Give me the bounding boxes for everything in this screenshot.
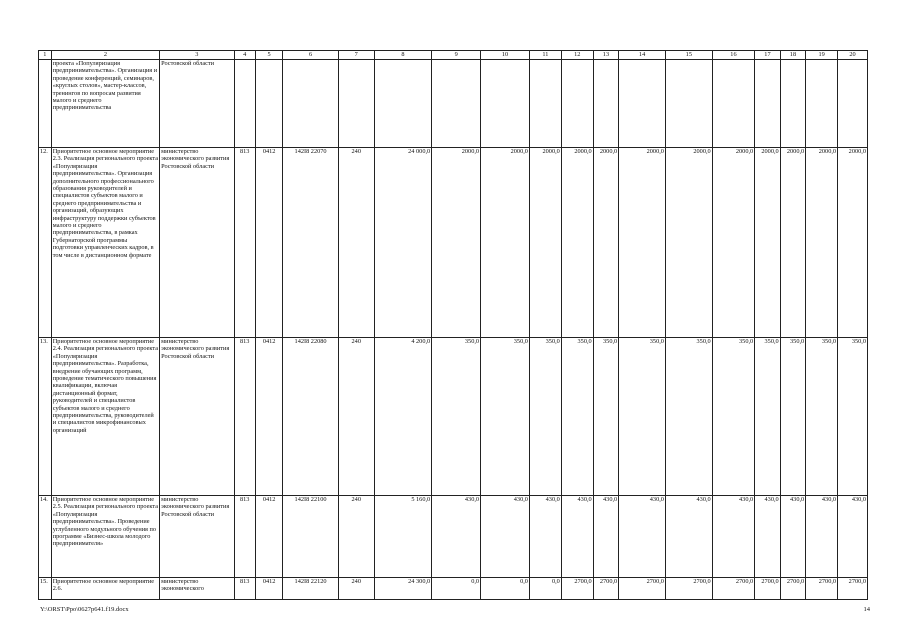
year-value-cell: 350,0 [593, 338, 619, 496]
column-number-16: 16 [712, 51, 755, 60]
year-value-cell [593, 60, 619, 148]
code-cell: 240 [338, 148, 374, 338]
year-value-cell: 350,0 [665, 338, 712, 496]
column-number-15: 15 [665, 51, 712, 60]
year-value-cell: 2700,0 [561, 578, 593, 600]
code-cell: 813 [234, 338, 255, 496]
year-value-cell: 350,0 [838, 338, 868, 496]
column-number-4: 4 [234, 51, 255, 60]
year-value-cell: 430,0 [780, 496, 806, 578]
code-cell: 240 [338, 496, 374, 578]
year-value-cell: 350,0 [481, 338, 530, 496]
code-cell [234, 60, 255, 148]
year-value-cell: 2700,0 [665, 578, 712, 600]
table-row [39, 60, 868, 148]
column-number-3: 3 [160, 51, 234, 60]
total-cell: 5 160,0 [374, 496, 431, 578]
table-row [39, 148, 868, 338]
code-cell [283, 60, 338, 148]
year-value-cell: 430,0 [806, 496, 838, 578]
column-number-19: 19 [806, 51, 838, 60]
table-row [39, 338, 868, 496]
activity-name: Приоритетное основное мероприятие 2.5. Реализация регионального проекта «Популяризация предпринимательства». Проведение углубленного модульного обучения по программе «Бизнес-школа молодого предпринимателя» [51, 496, 159, 578]
year-value-cell: 350,0 [432, 338, 481, 496]
file-path: Y:\ORST\Ppo\0627p641.f19.docx [40, 606, 129, 613]
year-value-cell: 430,0 [755, 496, 781, 578]
year-value-cell: 430,0 [712, 496, 755, 578]
year-value-cell: 2000,0 [481, 148, 530, 338]
year-value-cell: 2700,0 [806, 578, 838, 600]
column-number-9: 9 [432, 51, 481, 60]
year-value-cell: 2000,0 [593, 148, 619, 338]
code-cell: 142I8 22070 [283, 148, 338, 338]
program-table [38, 50, 868, 600]
year-value-cell: 2700,0 [838, 578, 868, 600]
code-cell [338, 60, 374, 148]
total-cell [374, 60, 431, 148]
year-value-cell: 350,0 [712, 338, 755, 496]
activity-name: Приоритетное основное мероприятие 2.6. [51, 578, 159, 600]
year-value-cell: 350,0 [806, 338, 838, 496]
year-value-cell: 2000,0 [529, 148, 561, 338]
year-value-cell [481, 60, 530, 148]
year-value-cell [529, 60, 561, 148]
row-number: 12. [39, 148, 52, 338]
column-number-12: 12 [561, 51, 593, 60]
year-value-cell: 2000,0 [665, 148, 712, 338]
year-value-cell: 430,0 [561, 496, 593, 578]
page-number: 14 [863, 606, 870, 613]
column-number-13: 13 [593, 51, 619, 60]
year-value-cell [838, 60, 868, 148]
year-value-cell: 2000,0 [561, 148, 593, 338]
year-value-cell: 430,0 [432, 496, 481, 578]
year-value-cell: 0,0 [432, 578, 481, 600]
total-cell: 24 300,0 [374, 578, 431, 600]
year-value-cell: 0,0 [481, 578, 530, 600]
year-value-cell: 430,0 [529, 496, 561, 578]
code-cell: 240 [338, 338, 374, 496]
year-value-cell: 2000,0 [806, 148, 838, 338]
total-cell: 24 000,0 [374, 148, 431, 338]
column-number-17: 17 [755, 51, 781, 60]
year-value-cell: 350,0 [619, 338, 666, 496]
year-value-cell: 430,0 [838, 496, 868, 578]
year-value-cell [712, 60, 755, 148]
executor-cell: министерство экономического развития Ростовской области [160, 148, 234, 338]
year-value-cell [432, 60, 481, 148]
column-number-5: 5 [255, 51, 283, 60]
code-cell: 142I8 22100 [283, 496, 338, 578]
column-number-10: 10 [481, 51, 530, 60]
column-number-8: 8 [374, 51, 431, 60]
total-cell: 4 200,0 [374, 338, 431, 496]
year-value-cell: 430,0 [619, 496, 666, 578]
year-value-cell: 2000,0 [838, 148, 868, 338]
executor-cell: министерство экономического развития Ростовской области [160, 496, 234, 578]
year-value-cell: 2700,0 [619, 578, 666, 600]
year-value-cell: 2000,0 [619, 148, 666, 338]
year-value-cell: 2000,0 [780, 148, 806, 338]
year-value-cell [665, 60, 712, 148]
code-cell: 813 [234, 496, 255, 578]
activity-name: Приоритетное основное мероприятие 2.3. Реализация регионального проекта «Популяризация предпринимательства». Организация дополнительного профессионального образования руководителей и специалистов субъектов малого и среднего предпринимательства и организаций, образующих инфраструктуру поддержки субъектов малого и среднего предпринимательства, в рамках Губернаторской программы подготовки управленческих кадров, в том числе в дистанционном формате [51, 148, 159, 338]
activity-name: Приоритетное основное мероприятие 2.4. Реализация регионального проекта «Популяризация предпринимательства». Разработка, внедрение обучающих программ, проведение тематического повышения квалификации, включая дистанционный формат, руководителей и специалистов субъектов малого и среднего предпринимательства, руководителей и специалистов микрофинансовых организаций [51, 338, 159, 496]
year-value-cell: 2700,0 [755, 578, 781, 600]
row-number: 13. [39, 338, 52, 496]
year-value-cell: 2000,0 [712, 148, 755, 338]
year-value-cell: 350,0 [529, 338, 561, 496]
executor-cell: министерство экономического [160, 578, 234, 600]
table-row [39, 578, 868, 600]
row-number: 15. [39, 578, 52, 600]
year-value-cell: 2700,0 [712, 578, 755, 600]
year-value-cell [780, 60, 806, 148]
year-value-cell: 350,0 [780, 338, 806, 496]
column-number-1: 1 [39, 51, 52, 60]
column-number-14: 14 [619, 51, 666, 60]
column-number-row [39, 51, 868, 60]
year-value-cell: 350,0 [755, 338, 781, 496]
row-number [39, 60, 52, 148]
column-number-18: 18 [780, 51, 806, 60]
code-cell: 0412 [255, 338, 283, 496]
year-value-cell [755, 60, 781, 148]
year-value-cell [619, 60, 666, 148]
column-number-7: 7 [338, 51, 374, 60]
code-cell: 813 [234, 148, 255, 338]
code-cell: 142I8 22120 [283, 578, 338, 600]
code-cell: 813 [234, 578, 255, 600]
column-number-2: 2 [51, 51, 159, 60]
code-cell: 0412 [255, 496, 283, 578]
column-number-11: 11 [529, 51, 561, 60]
table-row [39, 496, 868, 578]
executor-cell: министерство экономического развития Ростовской области [160, 338, 234, 496]
executor-cell: Ростовской области [160, 60, 234, 148]
year-value-cell: 2700,0 [780, 578, 806, 600]
code-cell: 0412 [255, 148, 283, 338]
code-cell: 240 [338, 578, 374, 600]
column-number-20: 20 [838, 51, 868, 60]
year-value-cell [561, 60, 593, 148]
code-cell: 0412 [255, 578, 283, 600]
column-number-6: 6 [283, 51, 338, 60]
code-cell [255, 60, 283, 148]
year-value-cell [806, 60, 838, 148]
activity-name: проекта «Популяризация предпринимательства». Организация и проведение конференций, семинаров, «круглых столов», мастер-классов, тренингов по вопросам развития малого и среднего предпринимательства [51, 60, 159, 148]
year-value-cell: 2000,0 [432, 148, 481, 338]
year-value-cell: 430,0 [593, 496, 619, 578]
year-value-cell: 430,0 [665, 496, 712, 578]
year-value-cell: 2700,0 [593, 578, 619, 600]
year-value-cell: 350,0 [561, 338, 593, 496]
year-value-cell: 0,0 [529, 578, 561, 600]
code-cell: 142I8 22080 [283, 338, 338, 496]
row-number: 14. [39, 496, 52, 578]
year-value-cell: 2000,0 [755, 148, 781, 338]
year-value-cell: 430,0 [481, 496, 530, 578]
